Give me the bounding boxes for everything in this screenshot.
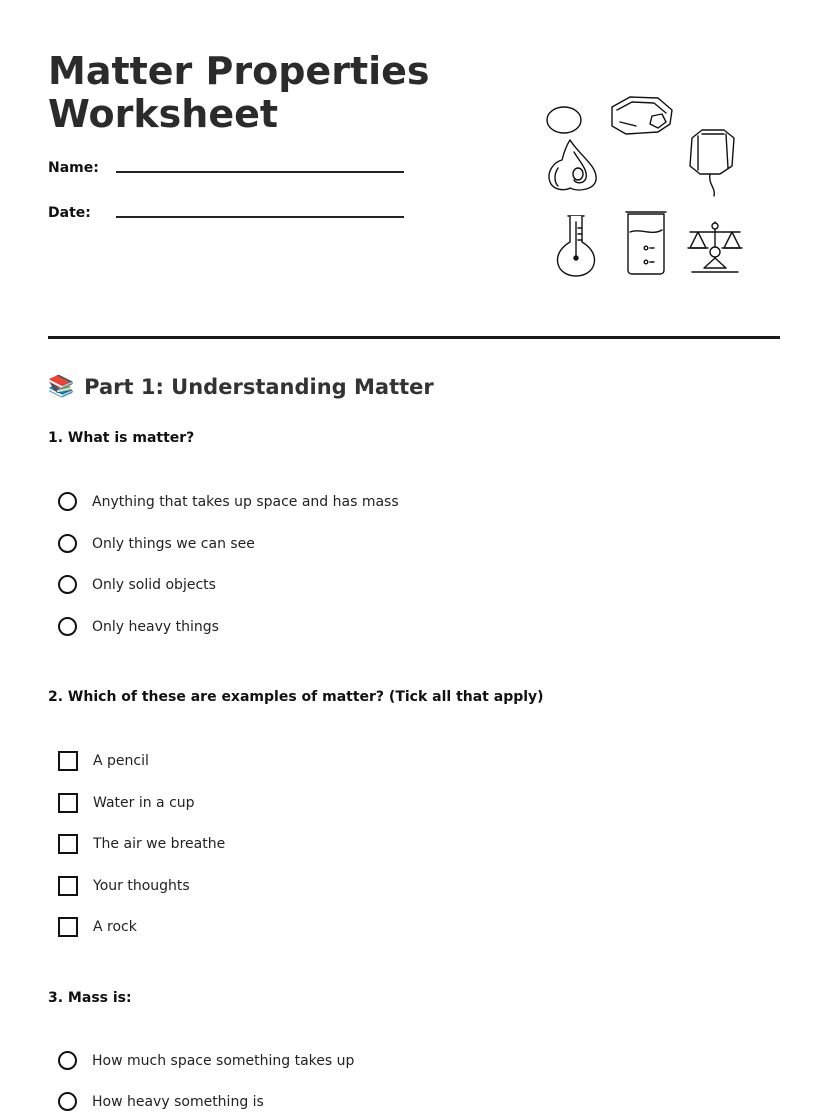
- q2-option-1[interactable]: [58, 751, 149, 771]
- option-label: How heavy something is: [92, 1093, 264, 1110]
- balance-scale-icon: [688, 222, 742, 272]
- question-3: 3. Mass is:: [48, 990, 132, 1006]
- ice-cube-icon: [690, 130, 734, 196]
- date-label: Date:: [48, 205, 91, 221]
- option-label: Only heavy things: [92, 618, 219, 635]
- section-divider: [48, 336, 780, 339]
- date-line[interactable]: [116, 216, 404, 218]
- rock-icon: [612, 97, 672, 134]
- part1-heading: [48, 374, 434, 399]
- date-field[interactable]: [48, 205, 91, 221]
- question-2: 2. Which of these are examples of matter? (Tick all that apply): [48, 689, 544, 705]
- name-field[interactable]: [48, 160, 99, 176]
- q2-option-5[interactable]: [58, 917, 137, 937]
- option-label: Only solid objects: [92, 576, 216, 593]
- question-1: 1. What is matter?: [48, 430, 195, 446]
- beaker-icon: [626, 212, 666, 274]
- option-label: How much space something takes up: [92, 1052, 355, 1069]
- q1-option-2[interactable]: [58, 534, 255, 553]
- matter-illustration: [540, 92, 750, 282]
- radio-button[interactable]: [58, 617, 77, 636]
- q3-option-1[interactable]: [58, 1051, 354, 1070]
- title-line-1: Matter Properties: [48, 49, 430, 93]
- radio-button[interactable]: [58, 1092, 77, 1111]
- part1-title: Part 1: Understanding Matter: [84, 374, 434, 399]
- checkbox[interactable]: [58, 917, 78, 937]
- option-label: A pencil: [93, 753, 149, 769]
- option-label: Your thoughts: [93, 878, 190, 894]
- q1-option-3[interactable]: [58, 575, 216, 594]
- radio-button[interactable]: [58, 534, 77, 553]
- name-label: Name:: [48, 160, 99, 176]
- q1-option-1[interactable]: [58, 492, 399, 511]
- round-stone-icon: [547, 107, 581, 133]
- q2-option-3[interactable]: [58, 834, 225, 854]
- checkbox[interactable]: [58, 751, 78, 771]
- q3-option-2[interactable]: [58, 1092, 264, 1111]
- radio-button[interactable]: [58, 1051, 77, 1070]
- radio-button[interactable]: [58, 575, 77, 594]
- name-line[interactable]: [116, 171, 404, 173]
- water-drop-icon: [549, 140, 596, 190]
- q2-option-4[interactable]: [58, 876, 190, 896]
- radio-button[interactable]: [58, 492, 77, 511]
- option-label: Only things we can see: [92, 535, 255, 552]
- option-label: A rock: [93, 919, 137, 935]
- checkbox[interactable]: [58, 876, 78, 896]
- checkbox[interactable]: [58, 834, 78, 854]
- thermometer-flask-icon: [558, 216, 595, 276]
- option-label: Water in a cup: [93, 795, 195, 811]
- worksheet-title: [48, 50, 508, 136]
- title-line-2: Worksheet: [48, 92, 279, 136]
- option-label: The air we breathe: [93, 836, 226, 852]
- option-label: Anything that takes up space and has mass: [92, 493, 399, 510]
- q1-option-4[interactable]: [58, 617, 219, 636]
- checkbox[interactable]: [58, 793, 78, 813]
- books-icon: 📚: [48, 374, 75, 398]
- q2-option-2[interactable]: [58, 793, 195, 813]
